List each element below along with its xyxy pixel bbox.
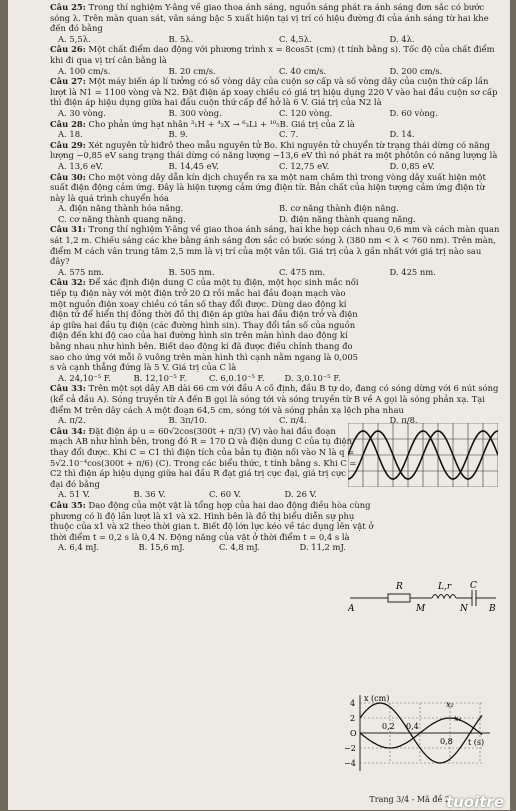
tick-ym2: −2 — [344, 744, 356, 753]
answer-options — [58, 373, 360, 384]
answer-options — [58, 489, 360, 500]
answer-option[interactable]: D. 4λ. — [389, 33, 415, 44]
answer-option[interactable]: D. π/8. — [389, 415, 418, 426]
answer-option[interactable]: B. 36 V. — [133, 489, 166, 500]
answer-option[interactable]: B. 5λ. — [168, 33, 194, 44]
question-block — [50, 140, 500, 172]
answer-option[interactable]: B. 20 cm/s. — [168, 65, 216, 76]
question-number: Câu 31: — [50, 224, 86, 235]
tick-ym4: −4 — [344, 759, 356, 768]
tick-y2: 2 — [350, 714, 356, 723]
label-R: R — [396, 582, 403, 592]
question-text — [50, 224, 500, 266]
question-number: Câu 32: — [50, 277, 86, 288]
graph-xlabel: t (s) — [468, 738, 485, 747]
question-block — [50, 277, 360, 383]
oscilloscope-figure — [348, 423, 498, 487]
answer-option[interactable]: B. 15,6 mJ. — [138, 542, 185, 553]
question-block — [50, 426, 360, 500]
question-body: Một chất điểm dao động với phương trình x = 8cos5t (cm) (t tính bằng s). Tốc độ của chất điểm khi đi qua vị trí cân bằng là — [50, 44, 495, 65]
answer-option[interactable]: A. 5,5λ. — [58, 33, 91, 44]
question-block — [50, 76, 500, 118]
answer-options — [58, 34, 500, 45]
question-number: Câu 28: — [50, 118, 86, 129]
question-body: Trong thí nghiệm Y-âng về giao thoa ánh sáng, hai khe hẹp cách nhau 0,6 mm và cách màn quan sát 1,2 m. Chiếu sáng các khe bằng ánh sáng đơn sắc có bước sóng λ (380 nm < λ < 760 nm). Trên màn, điểm M cách vân trung tâm 2,5 mm là vị trí của một vân tối. Giá trị của λ gần nhất với giá trị nào sau đây? — [50, 224, 500, 267]
answer-option[interactable]: D. 425 nm. — [389, 266, 436, 277]
answer-option[interactable]: D. 3,0.10⁻⁵ F. — [284, 372, 341, 383]
answer-options — [58, 108, 500, 119]
tuoitre-watermark-logo: tuoitre — [445, 793, 504, 811]
answer-option[interactable]: C. π/4. — [279, 415, 307, 426]
answer-option[interactable]: A. 18. — [58, 129, 83, 140]
answer-option[interactable]: A. 100 cm/s. — [58, 65, 111, 76]
answer-options — [58, 66, 500, 77]
answer-option[interactable]: A. 51 V. — [58, 489, 90, 500]
page-footer: Trang 3/4 - Mã đề 2 — [369, 795, 450, 805]
question-number: Câu 29: — [50, 139, 86, 150]
label-A: A — [348, 604, 355, 612]
answer-option[interactable]: A. 24,10⁻⁵ F. — [58, 372, 111, 383]
question-number: Câu 35: — [50, 499, 86, 510]
answer-option[interactable]: D. 14. — [389, 129, 415, 140]
answer-option[interactable]: A. π/2. — [58, 415, 86, 426]
answer-option[interactable]: C. 120 vòng. — [279, 107, 333, 118]
question-text — [50, 44, 500, 65]
tick-t2: 0,4 — [406, 722, 419, 731]
answer-option[interactable]: B. 505 nm. — [168, 266, 215, 277]
question-text — [50, 140, 500, 161]
question-body: Cho phản ứng hạt nhân ³₁H + ⁴₂X → ⁶₃Li + ¹⁰₅B. Giá trị của Z là — [88, 118, 355, 129]
answer-options — [58, 267, 500, 278]
question-body: Dao động của một vật là tổng hợp của hai dao động điều hòa cùng phương có li độ lần lượt là x1 và x2. Hình bên là đồ thị biểu diễn sự phụ thuộc của x1 và x2 theo thời gian t. Biết độ lớn lực kéo về tác dụng lên vật ở thời điểm t = 0,2 s là 0,4 N. Động năng của vật ở thời điểm t = 0,4 s là — [50, 499, 374, 542]
question-block — [50, 44, 500, 76]
question-body: Cho một vòng dây dẫn kín dịch chuyển ra xa một nam châm thì trong vòng dây xuất hiện một suất điện động cảm ứng. Đây là hiện tượng cảm ứng điện từ. Bản chất của hiện tượng cảm ứng điện từ này là quá trình chuyển hóa — [50, 171, 486, 203]
answer-option[interactable]: A. 30 vòng. — [58, 107, 106, 118]
answer-option[interactable]: D. 11,2 mJ. — [299, 542, 346, 553]
label-B: B — [489, 604, 496, 612]
tick-t1: 0,2 — [382, 722, 395, 731]
answer-option[interactable]: C. cơ năng thành quang năng. — [58, 213, 186, 224]
label-x1: x₁ — [454, 714, 462, 723]
label-C: C — [470, 581, 477, 591]
answer-option[interactable]: B. cơ năng thành điện năng. — [279, 203, 399, 214]
question-block — [50, 383, 500, 425]
question-body: Để xác định điện dung C của một tụ điện, một học sinh mắc nối tiếp tụ điện này với một điện trở 20 Ω rồi mắc hai đầu đoạn mạch vào một nguồn điện xoay chiều có tần số thay đổi được. Dùng dao động kí điện tử để hiển thị đồng thời đồ thị điện áp giữa hai đầu điện trở và điện áp giữa hai đầu tụ điện (các đường hình sin). Thay đổi tần số của nguồn điện đến khi độ cao của hai đường hình sin trên màn hình dao động kí bằng nhau như hình bên. Biết dao động kí đã được điều chỉnh thang đo sao cho ứng với mỗi ô vuông trên màn hình thì cạnh nằm ngang là 0,005 s và cạnh thẳng đứng là 5 V. Giá trị của C là — [50, 277, 359, 373]
question-body: Trong thí nghiệm Y-âng về giao thoa ánh sáng, nguồn sáng phát ra ánh sáng đơn sắc có bước sóng λ. Trên màn quan sát, vân sáng bậc 5 xuất hiện tại vị trí có hiệu đường đi của ánh sáng từ hai khe đến đó bằng — [50, 2, 489, 34]
answer-option[interactable]: C. 60 V. — [209, 489, 241, 500]
label-N: N — [460, 604, 468, 612]
question-text — [50, 76, 500, 108]
answer-option[interactable]: D. 0,85 eV. — [389, 160, 435, 171]
tick-origin: O — [350, 729, 357, 738]
answer-option[interactable]: A. 575 nm. — [58, 266, 105, 277]
answer-option[interactable]: C. 475 nm. — [279, 266, 326, 277]
question-body: Một máy biến áp lí tưởng có số vòng dây của cuộn sơ cấp và số vòng dây của cuộn thứ cấp lần lượt là N1 = 1100 vòng và N2. Đặt điện áp xoay chiều có giá trị hiệu dụng 220 V vào hai đầu cuộn sơ cấp thì điện áp hiệu dụng giữa hai đầu cuộn thứ cấp để hở là 6 V. Giá trị của N2 là — [50, 76, 498, 108]
question-block — [50, 172, 500, 225]
tick-y4: 4 — [350, 699, 356, 708]
question-body: Xét nguyên tử hiđrô theo mẫu nguyên tử Bo. Khi nguyên tử chuyển từ trạng thái dừng có năng lượng −0,85 eV sang trạng thái dừng có năng lượng −13,6 eV thì nó phát ra một phôtôn có năng lượng là — [50, 139, 498, 161]
tick-t3: 0,8 — [440, 737, 453, 746]
answer-option[interactable]: C. 4,5λ. — [279, 33, 312, 44]
answer-options — [58, 161, 500, 172]
answer-option[interactable]: B. 9. — [168, 129, 188, 140]
question-body: Đặt điện áp u = 60√2cos(300t + π/3) (V) vào hai đầu đoạn mạch AB như hình bên, trong đó R = 170 Ω và điện dung C của tụ điện thay đổi được. Khi C = C1 thì điện tích của bản tụ điện nối vào N là q = 5√2.10⁻⁴cos(300t + π/6) (C). Trong các biểu thức, t tính bằng s. Khi C = C2 thì điện áp hiệu dụng giữa hai đầu R đạt giá trị cực đại, giá trị cực đại đó bằng — [50, 425, 357, 489]
answer-option[interactable]: A. 13,6 eV. — [58, 160, 103, 171]
question-number: Câu 25: — [50, 2, 86, 12]
oscillation-graph — [342, 693, 492, 773]
question-number: Câu 34: — [50, 425, 86, 436]
answer-option[interactable]: C. 6,0.10⁻⁵ F. — [209, 372, 265, 383]
answer-option[interactable]: B. 12,10⁻⁵ F. — [133, 372, 187, 383]
question-number: Câu 30: — [50, 171, 86, 182]
answer-option[interactable]: D. 60 vòng. — [389, 107, 438, 118]
answer-option[interactable]: D. điện năng thành quang năng. — [279, 213, 416, 224]
answer-option[interactable]: A. 6,4 mJ. — [58, 542, 99, 553]
question-block — [50, 119, 500, 140]
label-M: M — [416, 604, 426, 612]
graph-ylabel: x (cm) — [364, 694, 390, 703]
question-block — [50, 224, 500, 277]
answer-option[interactable]: C. 4,8 mJ. — [219, 542, 260, 553]
label-L: L,r — [438, 582, 452, 592]
question-number: Câu 33: — [50, 383, 86, 394]
answer-option[interactable]: D. 200 cm/s. — [389, 65, 443, 76]
question-number: Câu 26: — [50, 44, 86, 55]
question-text — [50, 500, 380, 542]
answer-option[interactable]: C. 7. — [279, 129, 299, 140]
exam-page — [8, 0, 510, 810]
answer-option[interactable]: C. 40 cm/s. — [279, 65, 327, 76]
answer-option[interactable]: B. 14,45 eV. — [168, 160, 219, 171]
answer-option[interactable]: C. 12,75 eV. — [279, 160, 330, 171]
circuit-diagram — [348, 580, 498, 612]
question-text — [50, 172, 500, 204]
answer-options — [58, 129, 500, 140]
question-block — [50, 500, 380, 553]
question-block — [50, 2, 500, 44]
question-text — [50, 277, 360, 372]
question-text — [50, 2, 500, 34]
question-number: Câu 27: — [50, 76, 86, 87]
question-text — [50, 383, 500, 415]
answer-option[interactable]: B. 300 vòng. — [168, 107, 222, 118]
question-body: Trên một sợi dây AB dài 66 cm với đầu A cố định, đầu B tự do, đang có sóng dừng với 6 nút sóng (kể cả đầu A). Sóng truyền từ A đến B gọi là sóng tới và sóng truyền từ B về A gọi là sóng phản xạ. Tại điểm M trên dây cách A một đoạn 64,5 cm, sóng tới và sóng phản xạ lệch pha nhau — [50, 383, 499, 415]
question-text — [50, 119, 500, 130]
answer-options — [58, 203, 500, 224]
question-text — [50, 426, 360, 490]
answer-option[interactable]: D. 26 V. — [284, 489, 317, 500]
answer-options — [58, 542, 380, 553]
answer-option[interactable]: A. điện năng thành hóa năng. — [58, 203, 184, 214]
label-x2: x₂ — [446, 700, 454, 709]
answer-option[interactable]: B. 3π/10. — [168, 415, 207, 426]
